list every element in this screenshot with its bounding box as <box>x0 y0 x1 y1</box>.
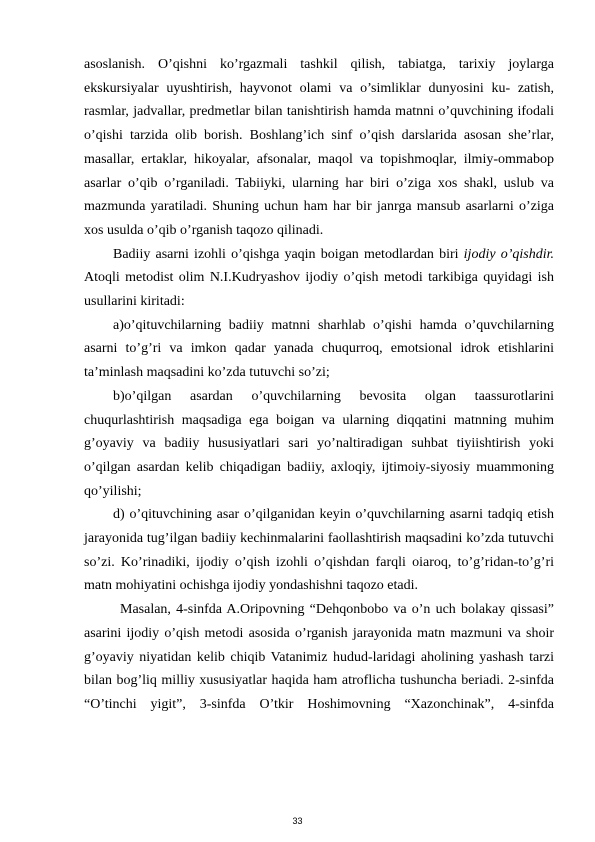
paragraph-1: asoslanish. O’qishni ko’rgazmali tashkil qilish, tabiatga, tarixiy joylarga ekskursiyalar uyushtirish, hayvonot olami va o’simliklar dunyosini ku- zatish, rasmlar, jadvallar, predmetlar bilan tanishtirish hamda matnni o’quvchining ifodali o’qishi tarzida olib borish. Boshlang’ich sinf o’qish darslarida asosan she’rlar, masallar, ertaklar, hikoyalar, afsonalar, maqol va topishmoqlar, ilmiy-ommabop asarlar o’qib o’rganiladi. Tabiiyki, ularning har biri o’ziga xos shakl, uslub va mazmunda yaratiladi. Shuning uchun ham har bir janrga mansub asarlarni o’ziga xos usulda o’qib o’rganish taqozo qilinadi. <box>84 57 554 238</box>
paragraph-4: b)o’qilgan asardan o’quvchilarning bevosita olgan taassurotlarini chuqurlashtirish maqsadiga ega boigan va ularning diqqatini matnning muhim g’oyaviy va badiiy hususiyatlari sari yo’naltiradigan suhbat tiyiishtirish yoki o’qilgan asardan kelib chiqadigan badiiy, axloqiy, ijtimoiy-siyosiy muammoning qo’yilishi; <box>84 388 554 499</box>
paragraph-2 <box>84 243 554 314</box>
paragraph-5: d) o’qituvchining asar o’qilganidan keyin o’quvchilarning asarni tadqiq etish jarayonida tug’ilgan badiiy kechinmalarini faollashtirish maqsadini ko’zda tutuvchi so’zi. Ko’rinadiki, ijodiy o’qish izohli o’qishdan farqli oiaroq, to’g’ridan-to’g’ri matn mohiyatini ochishga ijodiy yondashishni taqozo etadi. <box>84 507 554 594</box>
paragraph-2-text-before: Badiiy asarni izohli o’qishga yaqin boigan metodlardan biri <box>113 246 464 262</box>
paragraph-3: a)o’qituvchilarning badiiy matnni sharhlab o’qishi hamda o’quvchilarning asarni to’g’ri va imkon qadar yanada chuqurroq, emotsional idrok etishlarini ta’minlash maqsadini ko’zda tutuvchi so’zi; <box>84 317 554 381</box>
page-number: 33 <box>292 816 303 826</box>
paragraph-2-emphasis: ijodiy o’qishdir. <box>463 246 554 262</box>
paragraph-6: Masalan, 4-sinfda A.Oripovning “Dehqonbobo va o’n uch bolakay qissasi” asarini ijodiy o’qish metodi asosida o’rganish jarayonida matn mazmuni va shoir g’oyaviy niyatidan kelib chiqib Vatanimiz hudud-laridagi aholining yashash tarzi bilan bog’liq milliy xususiyatlar haqida ham atroflicha tushuncha beriadi. 2-sinfda “O’tinchi yigit”, 3-sinfda O’tkir Hoshimovning “Xazonchinak”, 4-sinfda <box>84 602 554 712</box>
document-page <box>84 53 554 717</box>
paragraph-2-text-after: Atoqli metodist olim N.I.Kudryashov ijodiy o’qish metodi tarkibiga quyidagi ish usullarini kiritadi: <box>84 270 554 310</box>
